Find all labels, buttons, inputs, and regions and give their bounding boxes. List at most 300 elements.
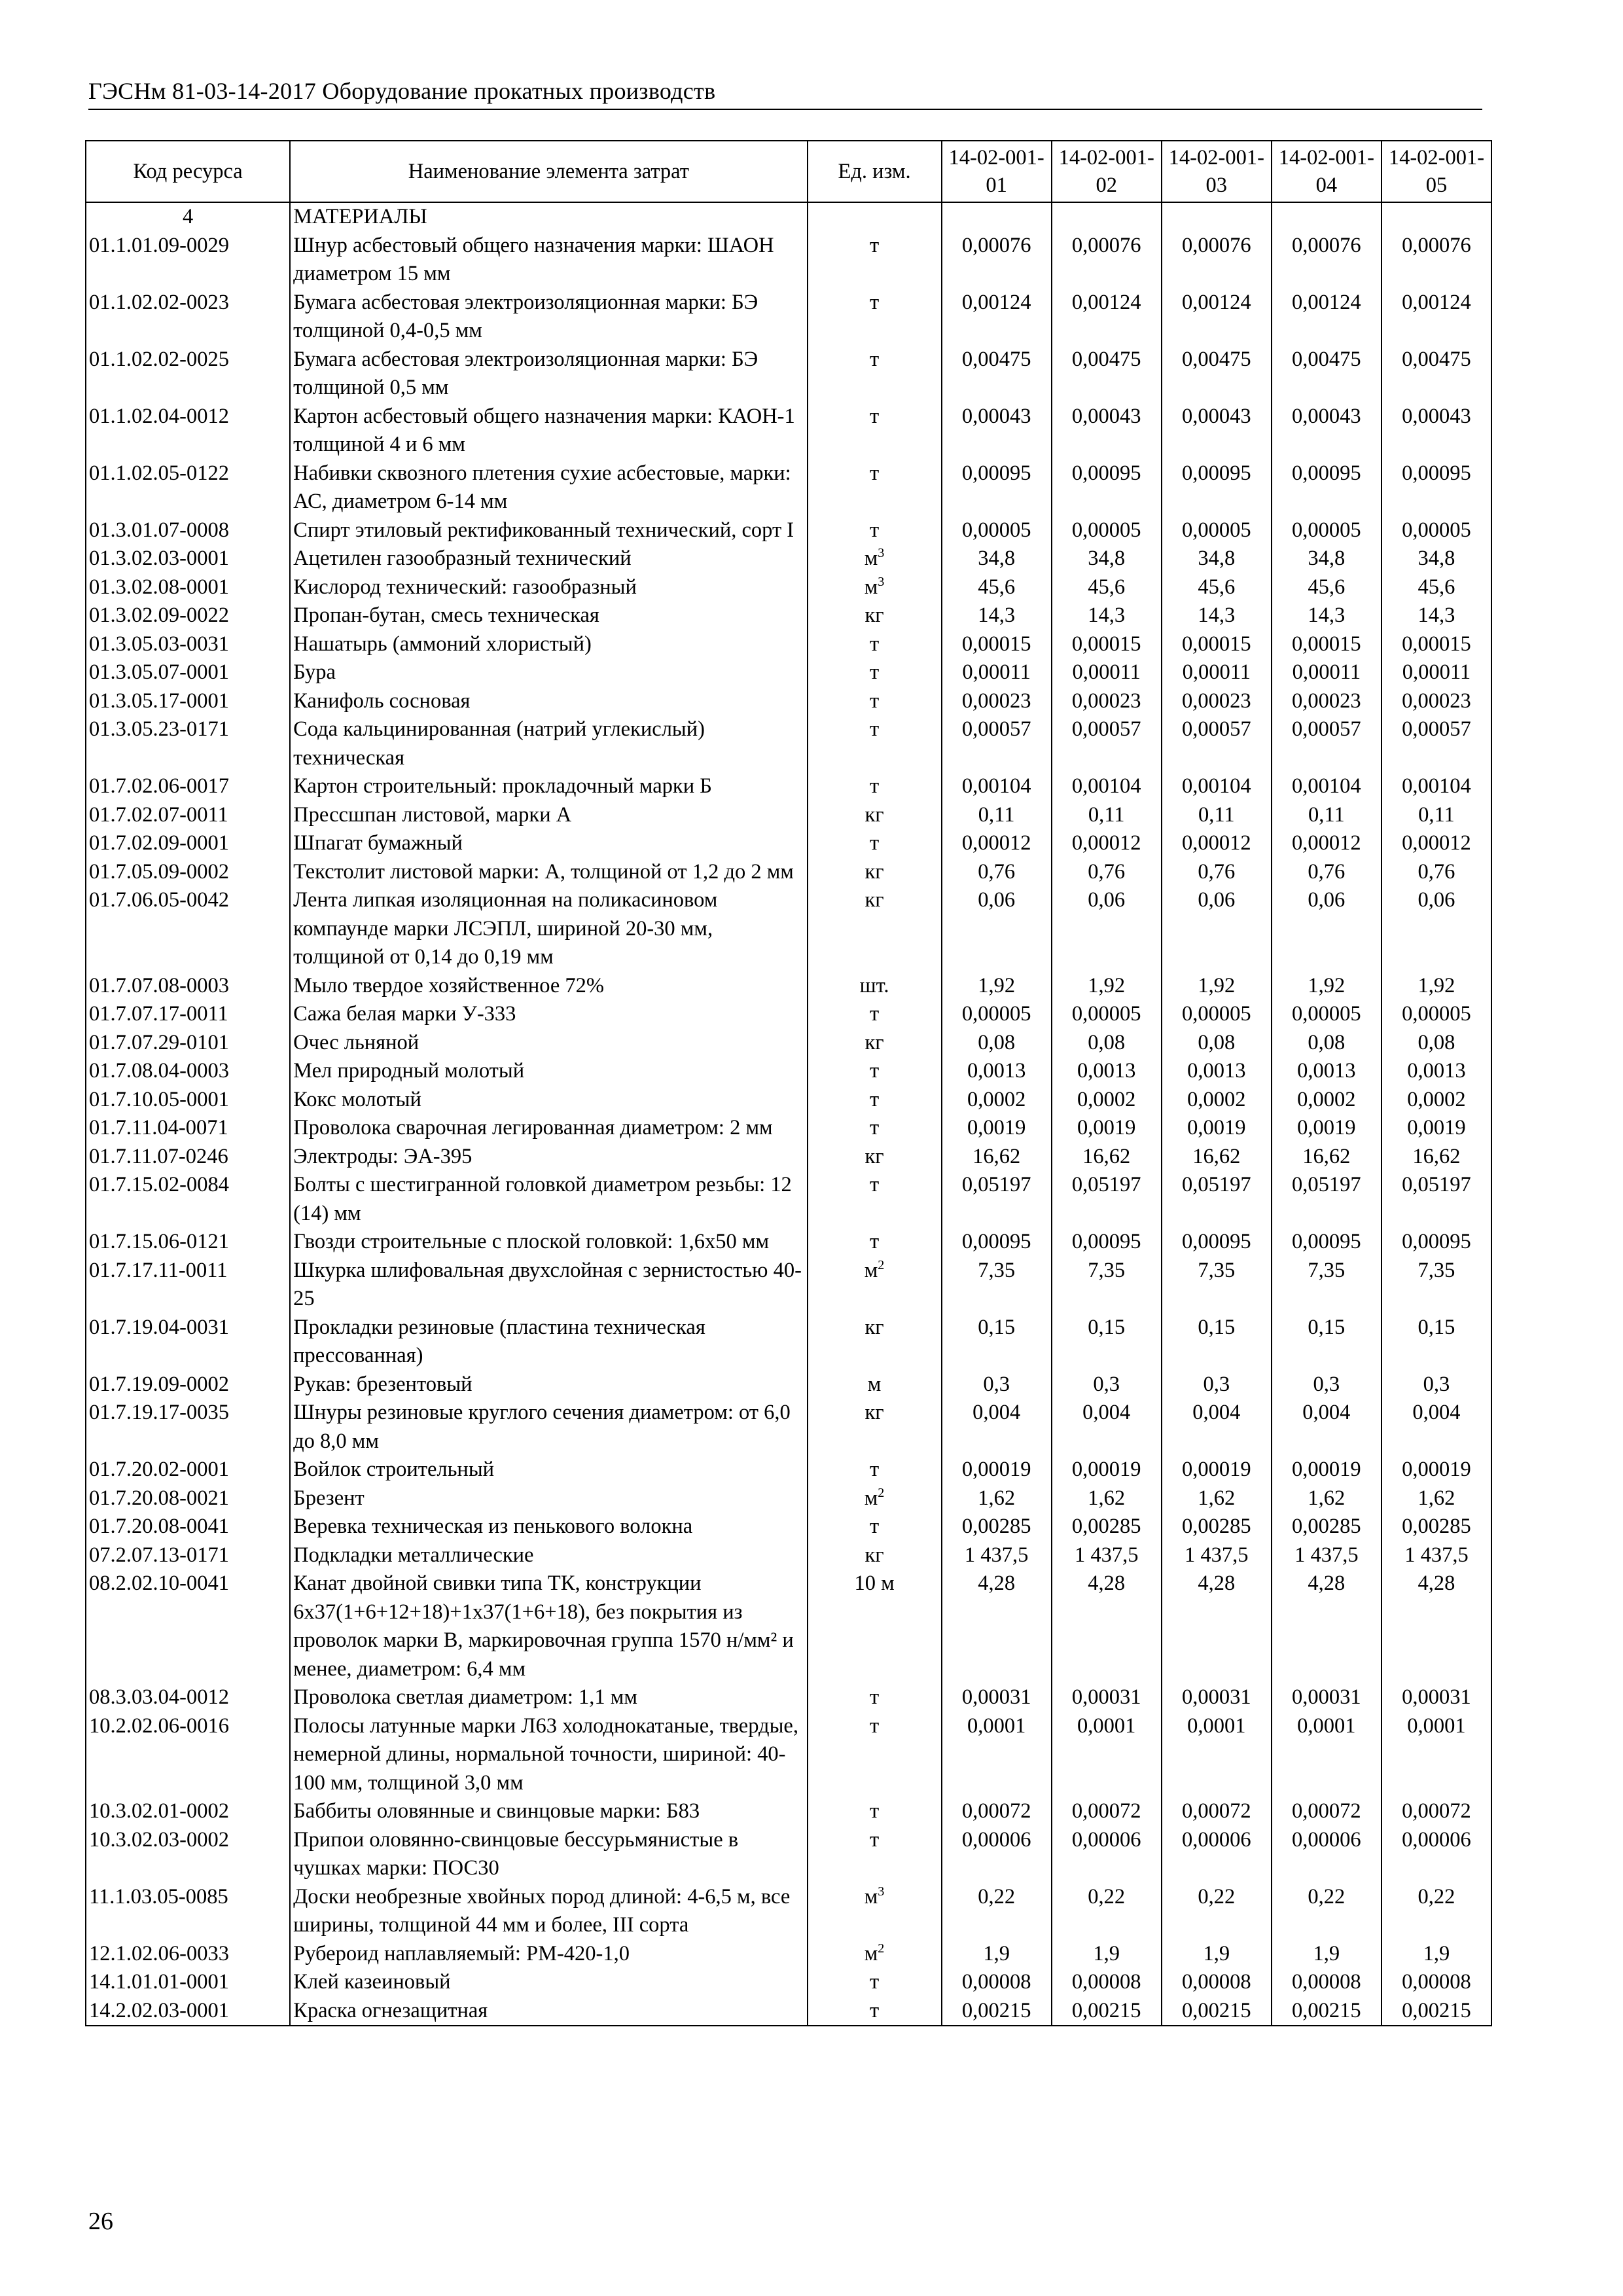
unit-text: т [869, 1998, 880, 2022]
norm-value: 0,00019 [1382, 1456, 1491, 1484]
norm-value: 1,9 [1382, 1940, 1491, 1969]
resource-code: 11.1.03.05-0085 [86, 1883, 290, 1940]
resource-unit [808, 403, 942, 459]
norm-value: 0,0002 [942, 1086, 1052, 1115]
norm-value: 0,004 [1382, 1399, 1491, 1456]
col-header-norm: 14-02-001-05 [1382, 141, 1491, 202]
resource-name: Сажа белая марки У-333 [290, 1000, 807, 1029]
norm-value: 0,06 [1052, 886, 1162, 972]
norm-value: 0,00005 [1382, 1000, 1491, 1029]
norm-value: 45,6 [1272, 573, 1382, 602]
norm-value: 0,05197 [1052, 1171, 1162, 1228]
resource-unit [808, 801, 942, 830]
resource-unit [808, 1314, 942, 1371]
unit-text: кг [865, 1030, 884, 1054]
resource-name: Войлок строительный [290, 1456, 807, 1484]
unit-text: т [869, 1059, 880, 1083]
norm-value: 0,0013 [1052, 1057, 1162, 1086]
resource-code: 01.3.05.03-0031 [86, 630, 290, 659]
section-row [86, 202, 1491, 232]
empty-cell [1162, 202, 1272, 232]
resource-code: 01.1.02.05-0122 [86, 459, 290, 516]
unit-text: т [869, 774, 880, 798]
norm-value: 0,00285 [942, 1513, 1052, 1541]
norm-value: 0,00285 [1052, 1513, 1162, 1541]
resource-name: Бумага асбестовая электроизоляционная марки: БЭ толщиной 0,5 мм [290, 346, 807, 403]
table-row [86, 1086, 1491, 1115]
resource-unit [808, 630, 942, 659]
table-row [86, 801, 1491, 830]
resource-name: Шкурка шлифовальная двухслойная с зернистостью 40-25 [290, 1257, 807, 1314]
resource-unit [808, 687, 942, 716]
norm-value: 0,00475 [1272, 346, 1382, 403]
page-header-title: ГЭСНм 81-03-14-2017 Оборудование прокатных производств [88, 78, 716, 104]
table-row [86, 346, 1491, 403]
resource-code: 07.2.07.13-0171 [86, 1541, 290, 1570]
unit-text: т [869, 461, 880, 485]
norm-value: 0,00012 [1272, 829, 1382, 858]
unit-text: т [869, 1827, 880, 1852]
norm-value: 0,00031 [1382, 1683, 1491, 1712]
resource-code: 01.7.19.17-0035 [86, 1399, 290, 1456]
norm-value: 0,00011 [942, 658, 1052, 687]
resource-code: 01.7.02.07-0011 [86, 801, 290, 830]
norm-value: 0,00031 [1052, 1683, 1162, 1712]
resource-code: 01.7.17.11-0011 [86, 1257, 290, 1314]
unit-text: т [869, 717, 880, 741]
resource-name: Шпагат бумажный [290, 829, 807, 858]
resource-name: Канифоль сосновая [290, 687, 807, 716]
unit-text: м [864, 1941, 878, 1965]
resource-name: Ацетилен газообразный технический [290, 545, 807, 573]
resource-unit [808, 1883, 942, 1940]
norm-value: 0,00124 [1382, 289, 1491, 346]
unit-text: кг [865, 603, 884, 627]
unit-text: т [869, 233, 880, 257]
norm-value: 0,00057 [1052, 715, 1162, 772]
norm-value: 0,00104 [1052, 772, 1162, 801]
resource-name: Клей казеиновый [290, 1968, 807, 1997]
norm-value: 0,004 [1272, 1399, 1382, 1456]
resource-name: Сода кальцинированная (натрий углекислый) техническая [290, 715, 807, 772]
unit-text: т [869, 831, 880, 855]
resource-name: Прокладки резиновые (пластина техническая прессованная) [290, 1314, 807, 1371]
norm-value: 0,00005 [942, 1000, 1052, 1029]
norm-value: 4,28 [1382, 1570, 1491, 1683]
unit-text: м [867, 1372, 882, 1396]
norm-value: 0,0013 [1272, 1057, 1382, 1086]
unit-text: т [869, 632, 880, 656]
norm-value: 0,00023 [1382, 687, 1491, 716]
resource-code: 10.3.02.01-0002 [86, 1797, 290, 1826]
norm-value: 0,00005 [1272, 516, 1382, 545]
norm-value: 0,00072 [1272, 1797, 1382, 1826]
table-row [86, 1371, 1491, 1399]
norm-value: 1,92 [1382, 972, 1491, 1001]
resource-code: 01.1.02.04-0012 [86, 403, 290, 459]
norm-value: 0,00008 [942, 1968, 1052, 1997]
norm-value: 0,15 [1272, 1314, 1382, 1371]
table-row [86, 658, 1491, 687]
norm-value: 1 437,5 [1052, 1541, 1162, 1570]
unit-text: т [869, 1799, 880, 1823]
norm-value: 0,00285 [1162, 1513, 1272, 1541]
table-row [86, 829, 1491, 858]
norm-value: 0,00475 [1162, 346, 1272, 403]
norm-value: 1,9 [1162, 1940, 1272, 1969]
resource-unit [808, 459, 942, 516]
norm-value: 1,9 [942, 1940, 1052, 1969]
table-row [86, 1000, 1491, 1029]
norm-value: 0,22 [1272, 1883, 1382, 1940]
norm-value: 0,0001 [1162, 1712, 1272, 1798]
resource-unit [808, 1228, 942, 1257]
norm-value: 34,8 [1272, 545, 1382, 573]
norm-value: 0,00072 [942, 1797, 1052, 1826]
norm-value: 0,0002 [1162, 1086, 1272, 1115]
table-row [86, 1484, 1491, 1513]
norm-value: 0,76 [942, 858, 1052, 887]
resource-name: Гвозди строительные с плоской головкой: 1,6х50 мм [290, 1228, 807, 1257]
norm-value: 0,3 [1162, 1371, 1272, 1399]
norm-value: 0,00076 [1162, 232, 1272, 289]
norm-value: 0,00043 [1382, 403, 1491, 459]
table-row [86, 545, 1491, 573]
norm-value: 0,00104 [1382, 772, 1491, 801]
norm-value: 0,0013 [1382, 1057, 1491, 1086]
norm-value: 0,11 [1162, 801, 1272, 830]
norm-value: 0,00005 [942, 516, 1052, 545]
unit-text: кг [865, 802, 884, 827]
resource-unit [808, 1683, 942, 1712]
resource-code: 01.7.20.08-0021 [86, 1484, 290, 1513]
table-row [86, 1029, 1491, 1058]
resource-unit [808, 289, 942, 346]
norm-value: 0,00475 [942, 346, 1052, 403]
table-row [86, 886, 1491, 972]
norm-value: 0,00072 [1052, 1797, 1162, 1826]
norm-value: 14,3 [1052, 601, 1162, 630]
norm-value: 0,0019 [1382, 1114, 1491, 1143]
norm-value: 4,28 [1272, 1570, 1382, 1683]
resource-code: 01.7.15.06-0121 [86, 1228, 290, 1257]
table-row [86, 1797, 1491, 1826]
table-row [86, 1171, 1491, 1228]
norm-value: 0,00124 [1162, 289, 1272, 346]
resource-code: 10.2.02.06-0016 [86, 1712, 290, 1798]
unit-text: м [864, 575, 878, 599]
norm-value: 0,05197 [1382, 1171, 1491, 1228]
norm-value: 14,3 [1382, 601, 1491, 630]
table-row [86, 1940, 1491, 1969]
table-row [86, 1228, 1491, 1257]
resource-code: 10.3.02.03-0002 [86, 1826, 290, 1883]
norm-value: 1,62 [1272, 1484, 1382, 1513]
col-header-norm: 14-02-001-03 [1162, 141, 1272, 202]
resource-name: Баббиты оловянные и свинцовые марки: Б83 [290, 1797, 807, 1826]
norm-value: 1 437,5 [1382, 1541, 1491, 1570]
resource-name: Картон асбестовый общего назначения марки: КАОН-1 толщиной 4 и 6 мм [290, 403, 807, 459]
unit-exponent: 2 [878, 1941, 885, 1956]
norm-value: 0,00072 [1382, 1797, 1491, 1826]
table-row [86, 573, 1491, 602]
norm-value: 0,00043 [1162, 403, 1272, 459]
norm-value: 0,00015 [942, 630, 1052, 659]
norm-value: 0,0001 [1052, 1712, 1162, 1798]
resource-name: Текстолит листовой марки: А, толщиной от 1,2 до 2 мм [290, 858, 807, 887]
resource-unit [808, 1797, 942, 1826]
resource-code: 01.1.01.09-0029 [86, 232, 290, 289]
empty-cell [1382, 202, 1491, 232]
norm-value: 0,00475 [1382, 346, 1491, 403]
table-row [86, 1513, 1491, 1541]
table-row [86, 1456, 1491, 1484]
norm-value: 34,8 [1162, 545, 1272, 573]
norm-value: 0,0019 [1272, 1114, 1382, 1143]
resource-name: Прессшпан листовой, марки А [290, 801, 807, 830]
norm-value: 0,00095 [1382, 459, 1491, 516]
header-rule [88, 109, 1482, 110]
resource-unit [808, 1513, 942, 1541]
unit-exponent: 2 [878, 1257, 885, 1272]
resource-unit [808, 972, 942, 1001]
resource-code: 01.3.05.17-0001 [86, 687, 290, 716]
resource-unit [808, 1114, 942, 1143]
norm-value: 34,8 [1052, 545, 1162, 573]
resource-name: Припои оловянно-свинцовые бессурьмянистые в чушках марки: ПОС30 [290, 1826, 807, 1883]
table-row [86, 289, 1491, 346]
resource-code: 01.7.19.04-0031 [86, 1314, 290, 1371]
norm-value: 4,28 [1052, 1570, 1162, 1683]
resource-code: 01.7.10.05-0001 [86, 1086, 290, 1115]
resource-code: 01.7.08.04-0003 [86, 1057, 290, 1086]
norm-value: 0,00095 [1052, 459, 1162, 516]
resource-name: Канат двойной свивки типа ТК, конструкции 6х37(1+6+12+18)+1х37(1+6+18), без покрытия из проволок марки В, маркировочная группа 1570 н/мм² и менее, диаметром: 6,4 мм [290, 1570, 807, 1683]
norm-value: 0,00005 [1052, 1000, 1162, 1029]
unit-text: т [869, 1087, 880, 1111]
norm-value: 0,00076 [942, 232, 1052, 289]
resource-code: 01.3.02.03-0001 [86, 545, 290, 573]
norm-value: 0,00475 [1052, 346, 1162, 403]
norm-value: 0,00104 [1162, 772, 1272, 801]
resource-unit [808, 829, 942, 858]
norm-value: 0,00011 [1052, 658, 1162, 687]
resource-name: Краска огнезащитная [290, 1997, 807, 2026]
norm-value: 0,00124 [1272, 289, 1382, 346]
norm-value: 0,0001 [1382, 1712, 1491, 1798]
norm-value: 0,00006 [942, 1826, 1052, 1883]
unit-exponent: 2 [878, 1485, 885, 1500]
resource-unit [808, 886, 942, 972]
norm-value: 0,00005 [1162, 516, 1272, 545]
col-header-norm: 14-02-001-01 [942, 141, 1052, 202]
norm-value: 0,08 [1162, 1029, 1272, 1058]
unit-exponent: 3 [878, 1884, 885, 1899]
norm-value: 16,62 [1272, 1143, 1382, 1172]
table-row [86, 601, 1491, 630]
norm-value: 0,0019 [942, 1114, 1052, 1143]
empty-cell [942, 202, 1052, 232]
section-title: МАТЕРИАЛЫ [290, 202, 807, 232]
unit-text: т [869, 689, 880, 713]
norm-value: 1,62 [1052, 1484, 1162, 1513]
norm-value: 0,15 [1382, 1314, 1491, 1371]
norm-value: 0,15 [1162, 1314, 1272, 1371]
norm-value: 7,35 [1162, 1257, 1272, 1314]
unit-text: м [864, 1258, 878, 1282]
resource-unit [808, 1171, 942, 1228]
resource-unit [808, 545, 942, 573]
norm-value: 0,00095 [1052, 1228, 1162, 1257]
unit-text: т [869, 1116, 880, 1139]
table-row [86, 459, 1491, 516]
resource-name: Шнур асбестовый общего назначения марки: ШАОН диаметром 15 мм [290, 232, 807, 289]
norm-value: 0,3 [1052, 1371, 1162, 1399]
resource-code: 01.3.02.09-0022 [86, 601, 290, 630]
norm-value: 0,004 [1162, 1399, 1272, 1456]
resource-unit [808, 1570, 942, 1683]
unit-text: кг [865, 888, 884, 912]
norm-value: 0,00005 [1052, 516, 1162, 545]
norm-value: 0,00012 [942, 829, 1052, 858]
norm-value: 0,00015 [1162, 630, 1272, 659]
resource-unit [808, 658, 942, 687]
resource-unit [808, 516, 942, 545]
norm-value: 0,0013 [942, 1057, 1052, 1086]
resource-name: Бумага асбестовая электроизоляционная марки: БЭ толщиной 0,4-0,5 мм [290, 289, 807, 346]
table-row [86, 1712, 1491, 1798]
resource-name: Пропан-бутан, смесь техническая [290, 601, 807, 630]
table-row [86, 687, 1491, 716]
norm-value: 45,6 [1382, 573, 1491, 602]
unit-text: т [869, 1713, 880, 1738]
norm-value: 1,62 [942, 1484, 1052, 1513]
col-header-norm: 14-02-001-04 [1272, 141, 1382, 202]
norm-value: 0,00072 [1162, 1797, 1272, 1826]
table-row [86, 1826, 1491, 1883]
resource-unit [808, 1997, 942, 2026]
norm-value: 1,9 [1272, 1940, 1382, 1969]
norm-value: 45,6 [942, 573, 1052, 602]
resource-name: Нашатырь (аммоний хлористый) [290, 630, 807, 659]
norm-value: 0,00005 [1382, 516, 1491, 545]
norm-value: 0,0019 [1052, 1114, 1162, 1143]
resource-name: Бура [290, 658, 807, 687]
norm-value: 0,00019 [1272, 1456, 1382, 1484]
norm-value: 1,62 [1162, 1484, 1272, 1513]
unit-text: т [869, 347, 880, 371]
resource-code: 01.3.05.23-0171 [86, 715, 290, 772]
norm-value: 0,00215 [1382, 1997, 1491, 2026]
norm-value: 0,00095 [1272, 1228, 1382, 1257]
norm-value: 0,0002 [1272, 1086, 1382, 1115]
norm-value: 0,00015 [1382, 630, 1491, 659]
norm-value: 0,00076 [1272, 232, 1382, 289]
norm-value: 0,11 [1272, 801, 1382, 830]
unit-text: т [869, 404, 880, 428]
norm-value: 1,92 [1052, 972, 1162, 1001]
unit-text: т [869, 518, 880, 542]
resource-code: 01.3.01.07-0008 [86, 516, 290, 545]
resource-name: Спирт этиловый ректификованный технический, сорт I [290, 516, 807, 545]
norm-value: 0,08 [1382, 1029, 1491, 1058]
resource-code: 01.7.11.07-0246 [86, 1143, 290, 1172]
table-header-row [86, 141, 1491, 202]
unit-text: т [869, 1002, 880, 1026]
unit-text: т [869, 1685, 880, 1709]
table-row [86, 232, 1491, 289]
resource-code: 01.7.06.05-0042 [86, 886, 290, 972]
resource-unit [808, 1029, 942, 1058]
norm-value: 0,00043 [942, 403, 1052, 459]
norm-value: 0,00095 [942, 1228, 1052, 1257]
table-row [86, 516, 1491, 545]
table-row [86, 1683, 1491, 1712]
norm-value: 0,08 [1272, 1029, 1382, 1058]
unit-text: м [864, 1884, 878, 1909]
norm-value: 0,3 [1382, 1371, 1491, 1399]
norm-value: 0,00019 [942, 1456, 1052, 1484]
resource-unit [808, 346, 942, 403]
resource-name: Мыло твердое хозяйственное 72% [290, 972, 807, 1001]
norm-value: 0,00057 [1162, 715, 1272, 772]
norm-value: 0,00043 [1052, 403, 1162, 459]
resource-code: 01.3.02.08-0001 [86, 573, 290, 602]
norm-value: 0,06 [1272, 886, 1382, 972]
resource-name: Рубероид наплавляемый: РМ-420-1,0 [290, 1940, 807, 1969]
norm-value: 0,05197 [942, 1171, 1052, 1228]
resource-code: 01.7.11.04-0071 [86, 1114, 290, 1143]
norm-value: 14,3 [1272, 601, 1382, 630]
resource-unit [808, 232, 942, 289]
norm-value: 0,00023 [1052, 687, 1162, 716]
norm-value: 0,00019 [1162, 1456, 1272, 1484]
norm-value: 0,00031 [1162, 1683, 1272, 1712]
resource-name: Веревка техническая из пенькового волокна [290, 1513, 807, 1541]
norm-value: 0,00057 [1272, 715, 1382, 772]
norm-value: 0,00124 [942, 289, 1052, 346]
norm-value: 34,8 [1382, 545, 1491, 573]
norm-value: 0,00008 [1052, 1968, 1162, 1997]
norm-value: 1 437,5 [1272, 1541, 1382, 1570]
norm-value: 0,00215 [942, 1997, 1052, 2026]
norm-value: 0,0002 [1052, 1086, 1162, 1115]
norm-value: 0,00057 [1382, 715, 1491, 772]
norm-value: 0,0019 [1162, 1114, 1272, 1143]
norm-value: 0,00124 [1052, 289, 1162, 346]
norm-value: 1,92 [942, 972, 1052, 1001]
norm-value: 0,11 [1052, 801, 1162, 830]
resource-code: 08.3.03.04-0012 [86, 1683, 290, 1712]
unit-text: м [864, 1486, 878, 1510]
table-row [86, 403, 1491, 459]
resource-unit [808, 1257, 942, 1314]
norm-value: 0,76 [1162, 858, 1272, 887]
norm-value: 0,00012 [1382, 829, 1491, 858]
resource-name: Набивки сквозного плетения сухие асбестовые, марки: АС, диаметром 6-14 мм [290, 459, 807, 516]
resource-name: Брезент [290, 1484, 807, 1513]
resource-unit [808, 1968, 942, 1997]
resource-unit [808, 1000, 942, 1029]
table-row [86, 1570, 1491, 1683]
norm-value: 1,9 [1052, 1940, 1162, 1969]
col-header-name: Наименование элемента затрат [290, 141, 807, 202]
resource-name: Кислород технический: газообразный [290, 573, 807, 602]
norm-value: 0,00095 [1162, 1228, 1272, 1257]
table-row [86, 1968, 1491, 1997]
table-row [86, 1057, 1491, 1086]
norm-value: 16,62 [1162, 1143, 1272, 1172]
